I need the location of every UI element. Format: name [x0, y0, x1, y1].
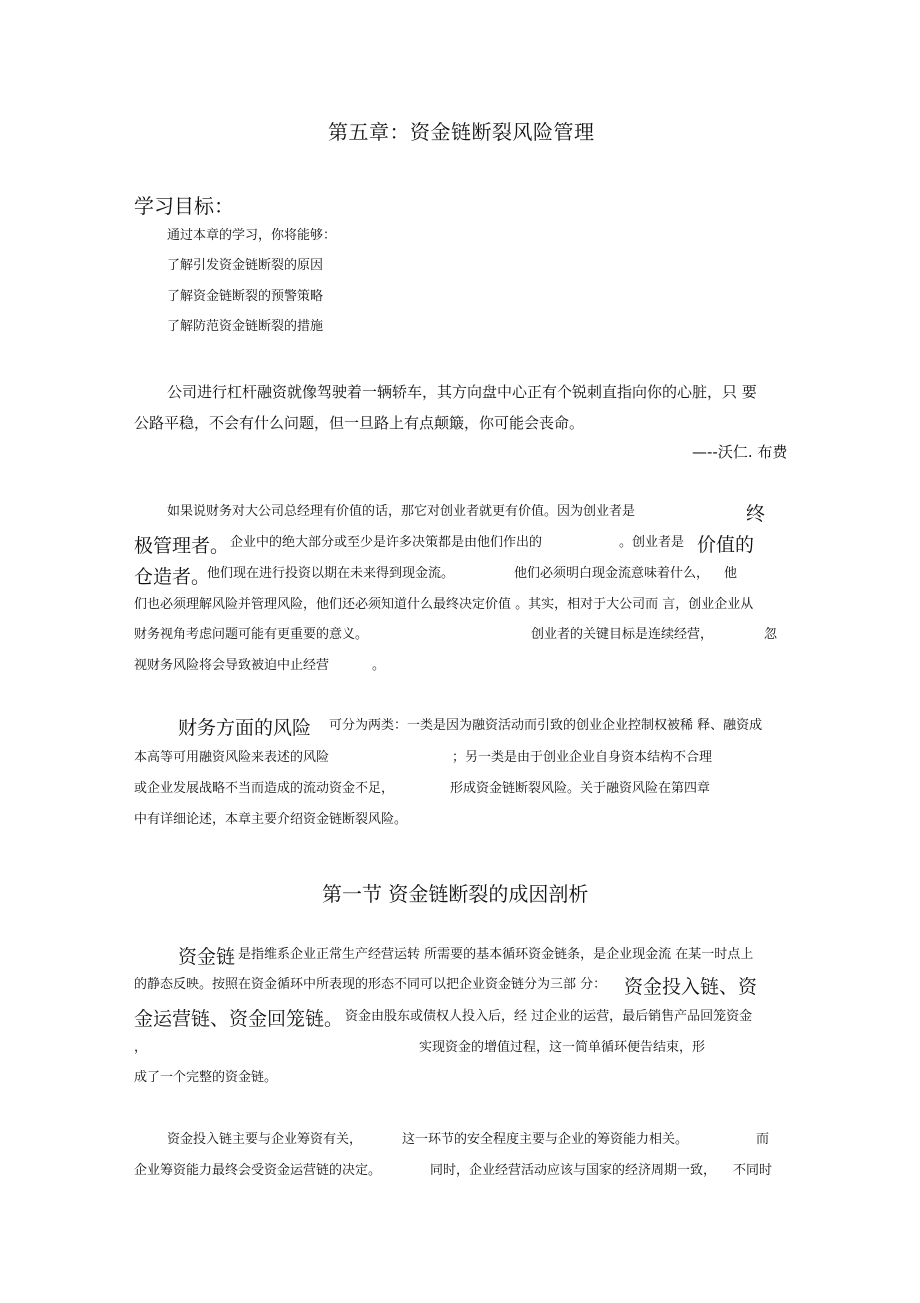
- paragraph-text: 形成资金链断裂风险。关于融资风险在第四章: [450, 781, 711, 796]
- paragraph-text: 或企业发展战略不当而造成的流动资金不足，: [134, 781, 395, 796]
- paragraph-text: 。: [372, 658, 386, 673]
- paragraph-text: 本高等可用融资风险来表述的风险: [134, 750, 330, 765]
- emphasis-text: 终: [746, 503, 766, 525]
- objective-item: 了解资金链断裂的预警策略: [167, 289, 324, 304]
- quote-line: 公司进行杠杆融资就像驾驶着一辆轿车，其方向盘中心正有个锐刺直指向你的心脏，只 要: [167, 383, 757, 401]
- paragraph-text: 资金投入链主要与企业筹资有关，: [167, 1132, 363, 1147]
- paragraph-text: 可分为两类：一类是因为融资活动而引致的创业企业控制权被稀 释、融资成: [329, 718, 763, 733]
- quote-author: —--沃仁. 布费: [692, 443, 788, 461]
- paragraph-text: 财务视角考虑问题可能有更重要的意义。: [134, 627, 369, 642]
- paragraph-text: ，: [134, 1040, 148, 1055]
- emphasis-text: 资金链: [178, 946, 236, 968]
- emphasis-text: 资金投入链、资: [624, 976, 758, 998]
- objective-item: 了解引发资金链断裂的原因: [167, 258, 324, 273]
- emphasis-text: 仓造者。: [134, 566, 211, 588]
- paragraph-text: 视财务风险将会导致被迫中止经营: [134, 658, 330, 673]
- paragraph-text: 中有详细论述，本章主要介绍资金链断裂风险。: [134, 812, 408, 827]
- paragraph-text: ；另一类是由于创业企业自身资本结构不合理: [452, 750, 713, 765]
- emphasis-text: 财务方面的风险: [178, 717, 312, 739]
- paragraph-text: 企业中的绝大部分或至少是许多决策都是由他们作出的: [230, 535, 543, 550]
- paragraph-text: 资金由股东或债权人投入后，经 过企业的运营，最后销售产品回笼资金: [345, 1009, 753, 1024]
- objective-item: 了解防范资金链断裂的措施: [167, 319, 324, 334]
- paragraph-text: 创业者的关键目标是连续经营，: [531, 627, 714, 642]
- objectives-heading: 学习目标：: [134, 194, 234, 218]
- paragraph-text: 是指维系企业正常生产经营运转 所需要的基本循环资金链条，是企业现金流 在某一时点上: [238, 947, 754, 962]
- paragraph-text: 同时，企业经营活动应该与国家的经济周期一致，: [430, 1163, 717, 1178]
- paragraph-text: 他们必须明白现金流意味着什么，: [514, 566, 710, 581]
- paragraph-text: 。创业者是: [619, 535, 685, 550]
- quote-line: 公路平稳，不会有什么问题，但一旦路上有点颠簸，你可能会丧命。: [134, 414, 585, 432]
- paragraph-text: 如果说财务对大公司总经理有价值的话，那它对创业者就更有价值。因为创业者是: [167, 504, 636, 519]
- paragraph-text: 忽: [764, 627, 778, 642]
- paragraph-text: 成了一个完整的资金链。: [134, 1070, 278, 1085]
- paragraph-text: 他们现在进行投资以期在未来得到现金流。: [207, 566, 455, 581]
- section-title: 第一节 资金链断裂的成因剖析: [322, 882, 589, 906]
- objectives-intro: 通过本章的学习，你将能够：: [167, 228, 337, 243]
- chapter-title: 第五章：资金链断裂风险管理: [328, 120, 595, 144]
- emphasis-text: 极管理者。: [134, 535, 230, 557]
- paragraph-text: 而: [756, 1132, 770, 1147]
- paragraph-text: 企业筹资能力最终会受资金运营链的决定。: [134, 1163, 382, 1178]
- paragraph-text: 的静态反映。按照在资金循环中所表现的形态不同可以把企业资金链分为三部 分：: [134, 977, 607, 992]
- paragraph-text: 这一环节的安全程度主要与企业的筹资能力相关。: [402, 1132, 689, 1147]
- paragraph-text: 们也必须理解风险并管理风险，他们还必须知道什么最终决定价值 。其实，相对于大公司而 言，创业企业从: [134, 597, 754, 612]
- paragraph-text: 不同时: [733, 1163, 773, 1178]
- emphasis-text: 价值的: [697, 534, 755, 556]
- paragraph-text: 实现资金的增值过程，这一简单循环便告结束，形: [419, 1040, 706, 1055]
- paragraph-text: 他: [724, 566, 738, 581]
- emphasis-text: 金运营链、资金回笼链。: [134, 1008, 344, 1030]
